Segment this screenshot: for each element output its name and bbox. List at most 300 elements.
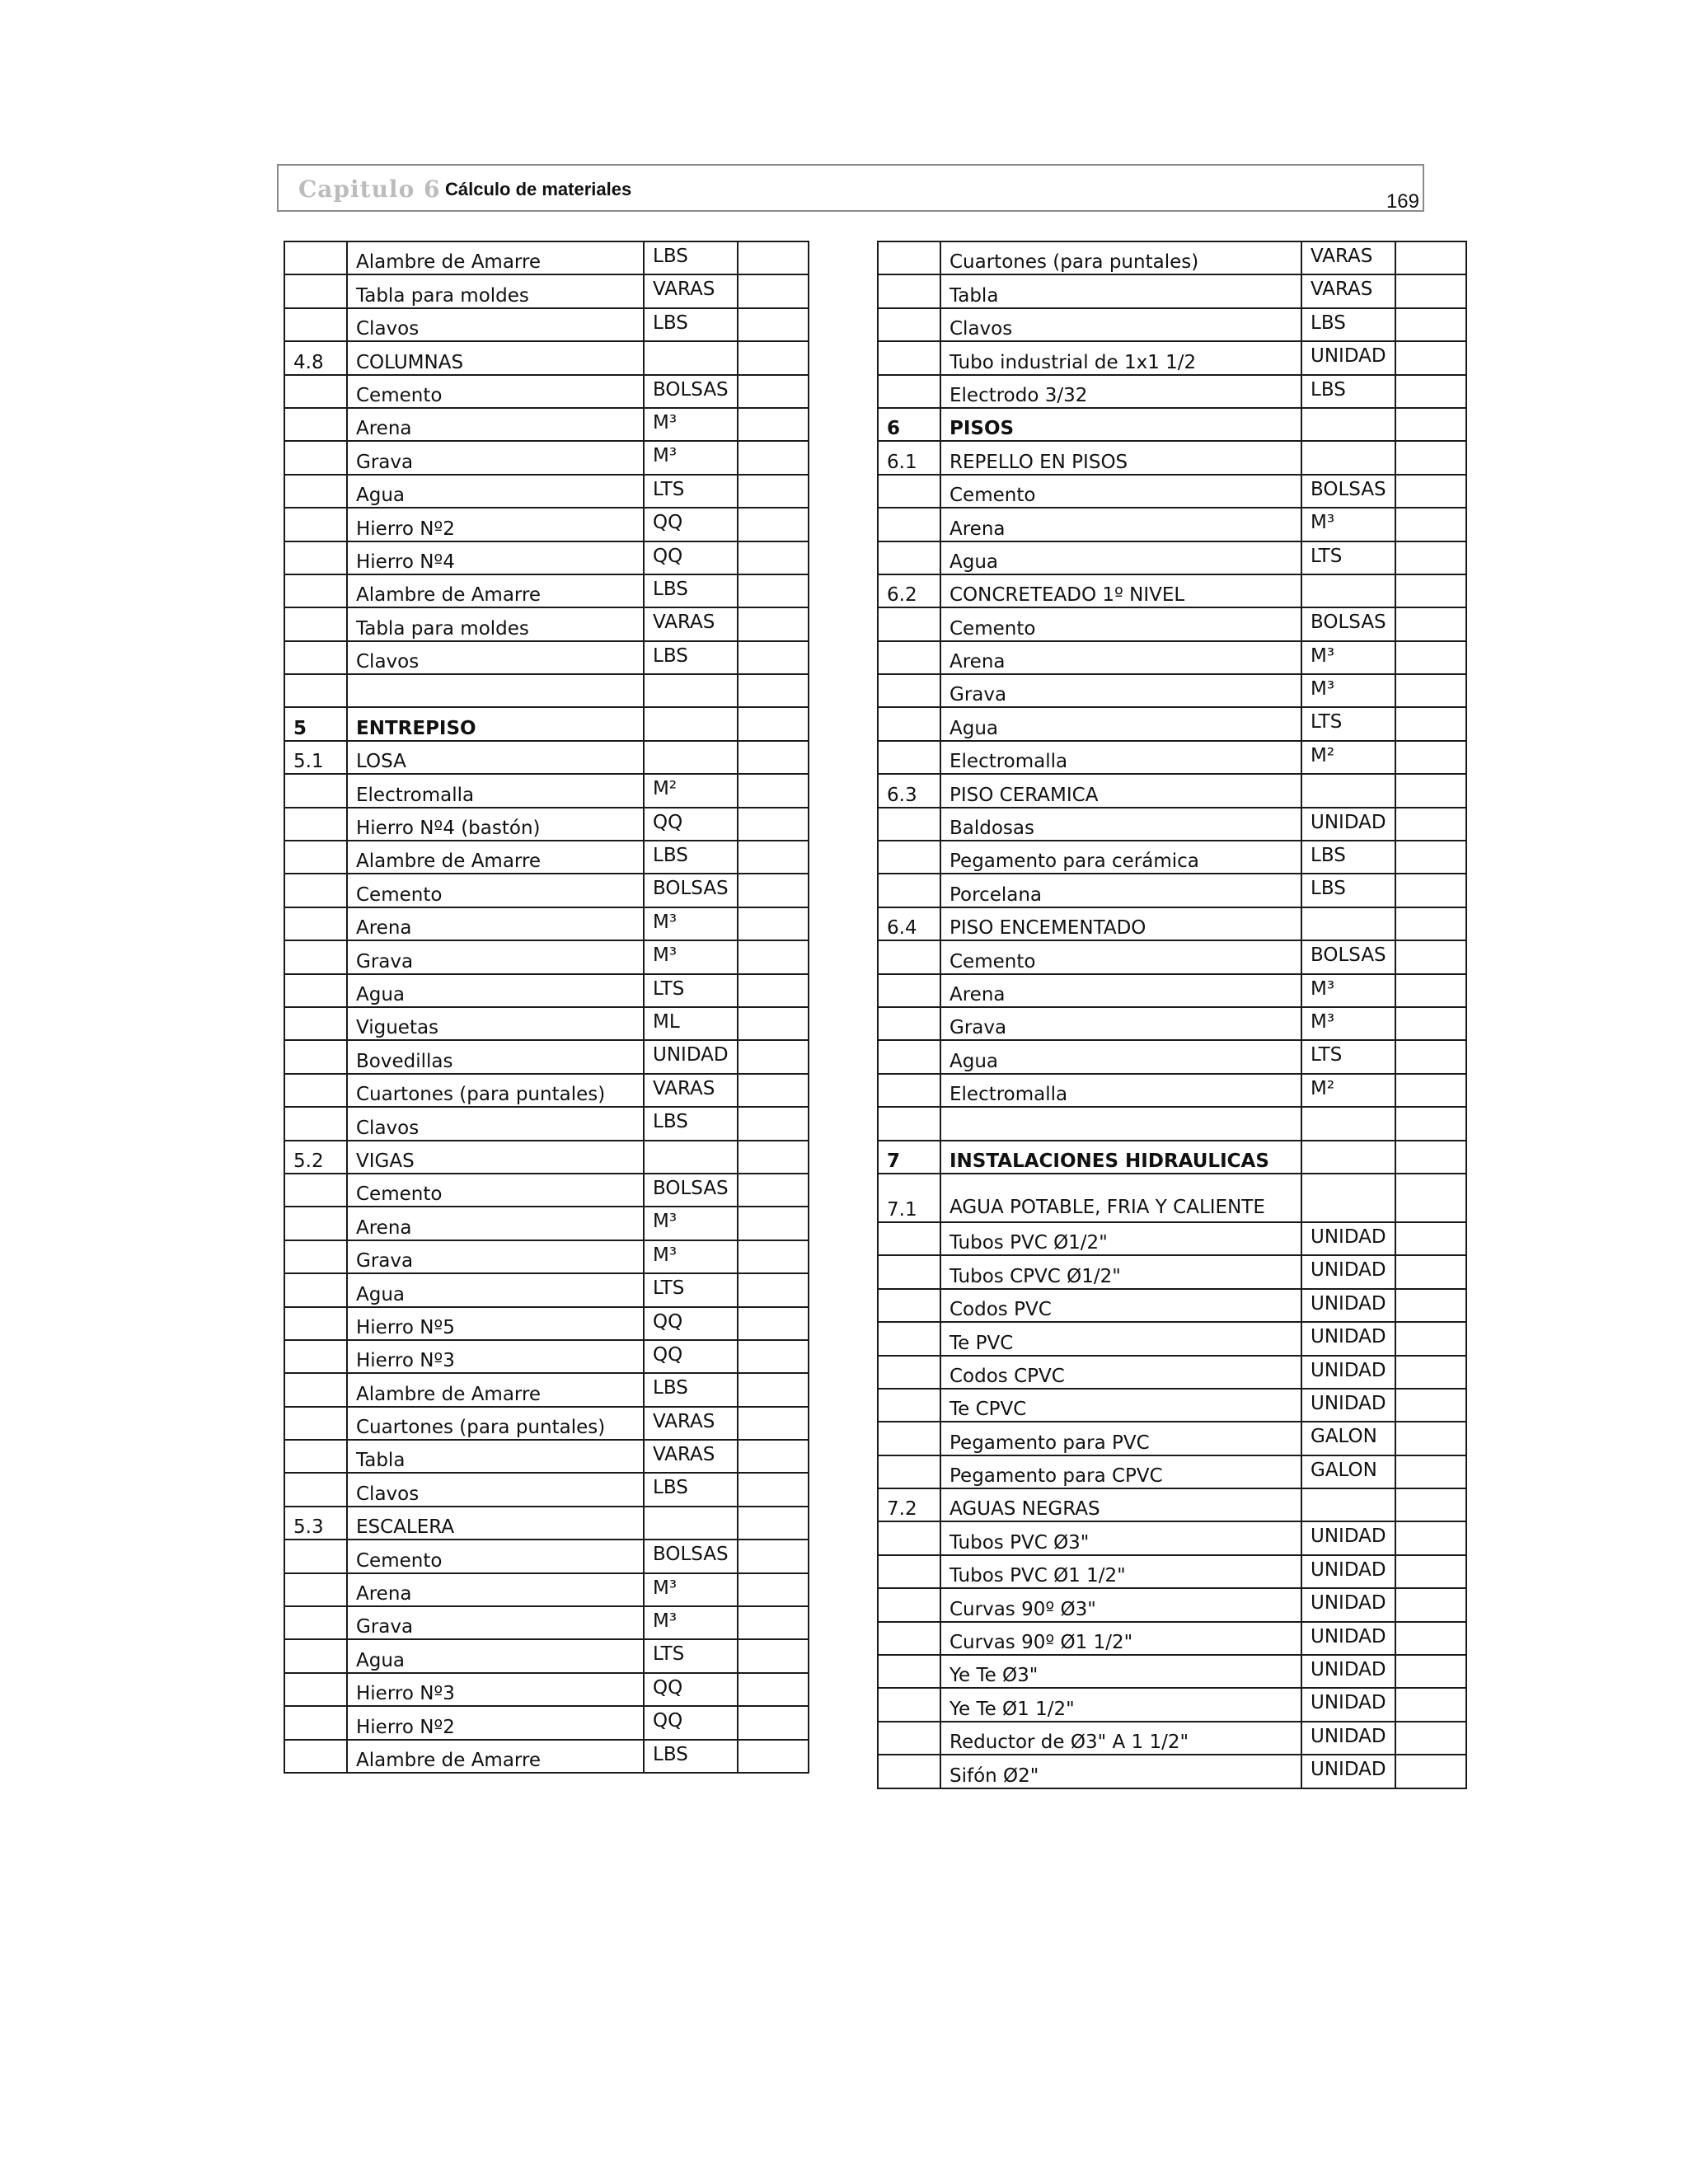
item-quantity-cell — [738, 641, 809, 674]
item-description-cell — [940, 1107, 1301, 1140]
item-description-cell: Tubos PVC Ø1/2" — [940, 1222, 1301, 1255]
item-description-cell: CONCRETEADO 1º NIVEL — [940, 574, 1301, 607]
item-number-cell — [878, 1356, 940, 1389]
item-description-cell: Arena — [940, 641, 1301, 674]
item-number-cell — [284, 1573, 347, 1606]
item-quantity-cell — [1395, 408, 1466, 441]
item-unit-cell: M³ — [1301, 974, 1395, 1007]
table-row — [284, 375, 809, 408]
item-unit-cell: M³ — [644, 1207, 738, 1240]
item-number-cell: 7 — [878, 1141, 940, 1174]
item-quantity-cell — [1395, 1174, 1466, 1222]
table-row — [878, 607, 1466, 640]
item-number-cell — [284, 1207, 347, 1240]
item-unit-cell: UNIDAD — [1301, 1322, 1395, 1355]
item-description-cell: Baldosas — [940, 808, 1301, 841]
item-description-cell: Tabla para moldes — [347, 607, 644, 640]
item-description-cell: Pegamento para PVC — [940, 1422, 1301, 1455]
table-row — [284, 940, 809, 973]
table-row — [284, 741, 809, 774]
table-row — [284, 774, 809, 807]
item-unit-cell: UNIDAD — [1301, 808, 1395, 841]
item-quantity-cell — [738, 1240, 809, 1273]
item-description-cell: Clavos — [347, 308, 644, 341]
item-description-cell: Cemento — [347, 1540, 644, 1572]
item-unit-cell: LBS — [644, 1473, 738, 1506]
item-number-cell — [878, 1755, 940, 1788]
item-number-cell: 5.2 — [284, 1141, 347, 1174]
item-description-cell: PISO ENCEMENTADO — [940, 907, 1301, 940]
item-unit-cell: UNIDAD — [1301, 1722, 1395, 1755]
table-row — [284, 1673, 809, 1706]
item-quantity-cell — [1395, 808, 1466, 841]
item-quantity-cell — [738, 674, 809, 707]
item-number-cell — [284, 574, 347, 607]
table-row — [878, 1555, 1466, 1588]
item-quantity-cell — [738, 541, 809, 574]
item-quantity-cell — [1395, 274, 1466, 307]
item-quantity-cell — [738, 574, 809, 607]
table-row — [284, 1040, 809, 1073]
item-number-cell: 5 — [284, 707, 347, 740]
item-description-cell: Arena — [347, 907, 644, 940]
item-unit-cell — [1301, 441, 1395, 474]
item-unit-cell: M³ — [644, 1573, 738, 1606]
item-unit-cell: M² — [644, 774, 738, 807]
item-description-cell: Hierro Nº2 — [347, 1706, 644, 1739]
item-number-cell — [284, 1273, 347, 1306]
item-description-cell: Arena — [940, 508, 1301, 541]
item-quantity-cell — [738, 874, 809, 907]
item-unit-cell — [1301, 907, 1395, 940]
item-number-cell — [878, 1222, 940, 1255]
table-row — [284, 674, 809, 707]
table-row — [284, 808, 809, 841]
item-unit-cell: LTS — [1301, 541, 1395, 574]
item-unit-cell: GALON — [1301, 1422, 1395, 1455]
table-row — [284, 1540, 809, 1572]
table-row — [878, 1289, 1466, 1322]
item-unit-cell: QQ — [644, 808, 738, 841]
item-quantity-cell — [738, 907, 809, 940]
item-quantity-cell — [1395, 1521, 1466, 1554]
item-number-cell — [284, 974, 347, 1007]
item-unit-cell: BOLSAS — [644, 1540, 738, 1572]
item-number-cell — [284, 375, 347, 408]
item-description-cell: Electromalla — [347, 774, 644, 807]
item-unit-cell — [1301, 1488, 1395, 1521]
table-row — [284, 1107, 809, 1140]
table-row — [284, 241, 809, 274]
item-number-cell — [284, 1174, 347, 1207]
item-description-cell: Porcelana — [940, 874, 1301, 907]
item-number-cell — [284, 241, 347, 274]
item-number-cell: 6.1 — [878, 441, 940, 474]
item-unit-cell: LBS — [644, 641, 738, 674]
item-quantity-cell — [1395, 841, 1466, 874]
item-description-cell: Pegamento para CPVC — [940, 1455, 1301, 1488]
item-quantity-cell — [1395, 1455, 1466, 1488]
item-number-cell — [284, 1740, 347, 1773]
section-title: Cálculo de materiales — [445, 179, 632, 199]
table-row — [284, 1606, 809, 1639]
item-description-cell: Arena — [347, 1573, 644, 1606]
item-number-cell — [878, 541, 940, 574]
item-quantity-cell — [1395, 1422, 1466, 1455]
item-description-cell: Hierro Nº3 — [347, 1673, 644, 1706]
item-description-cell: ESCALERA — [347, 1507, 644, 1540]
item-unit-cell: M² — [1301, 1074, 1395, 1107]
table-row — [878, 1222, 1466, 1255]
item-number-cell — [284, 408, 347, 441]
item-quantity-cell — [1395, 674, 1466, 707]
item-quantity-cell — [738, 1307, 809, 1340]
item-quantity-cell — [1395, 874, 1466, 907]
item-number-cell: 6.3 — [878, 774, 940, 807]
table-row — [878, 541, 1466, 574]
item-number-cell — [284, 1706, 347, 1739]
table-row — [878, 674, 1466, 707]
table-row — [284, 1407, 809, 1440]
item-quantity-cell — [738, 1040, 809, 1073]
item-quantity-cell — [738, 1673, 809, 1706]
item-unit-cell: VARAS — [644, 1074, 738, 1107]
item-number-cell — [878, 1455, 940, 1488]
item-unit-cell: VARAS — [1301, 241, 1395, 274]
item-number-cell — [284, 541, 347, 574]
item-unit-cell: UNIDAD — [1301, 341, 1395, 374]
item-quantity-cell — [738, 1007, 809, 1040]
item-number-cell — [878, 1074, 940, 1107]
item-description-cell: Hierro Nº5 — [347, 1307, 644, 1340]
item-quantity-cell — [1395, 375, 1466, 408]
table-row — [284, 441, 809, 474]
item-description-cell: Viguetas — [347, 1007, 644, 1040]
item-number-cell: 7.1 — [878, 1174, 940, 1222]
item-quantity-cell — [1395, 508, 1466, 541]
item-quantity-cell — [738, 1373, 809, 1406]
item-description-cell: Alambre de Amarre — [347, 1740, 644, 1773]
item-unit-cell: BOLSAS — [644, 375, 738, 408]
item-number-cell — [878, 508, 940, 541]
item-unit-cell: QQ — [644, 1307, 738, 1340]
item-quantity-cell — [738, 974, 809, 1007]
table-row — [284, 1373, 809, 1406]
item-unit-cell: QQ — [644, 1673, 738, 1706]
item-number-cell — [284, 1473, 347, 1506]
table-row — [284, 1273, 809, 1306]
item-description-cell: Tabla para moldes — [347, 274, 644, 307]
item-quantity-cell — [1395, 641, 1466, 674]
item-unit-cell: VARAS — [644, 274, 738, 307]
table-row — [284, 1473, 809, 1506]
item-unit-cell — [644, 741, 738, 774]
item-description-cell: Sifón Ø2" — [940, 1755, 1301, 1788]
item-quantity-cell — [1395, 940, 1466, 973]
item-description-cell: Arena — [940, 974, 1301, 1007]
item-number-cell — [878, 874, 940, 907]
item-quantity-cell — [738, 940, 809, 973]
item-quantity-cell — [738, 774, 809, 807]
table-row — [284, 607, 809, 640]
item-unit-cell: LBS — [1301, 841, 1395, 874]
item-unit-cell: UNIDAD — [1301, 1222, 1395, 1255]
item-unit-cell: LBS — [1301, 375, 1395, 408]
item-description-cell: Cemento — [347, 874, 644, 907]
item-quantity-cell — [738, 441, 809, 474]
item-description-cell: AGUA POTABLE, FRIA Y CALIENTE — [940, 1174, 1301, 1222]
item-description-cell: Hierro Nº3 — [347, 1340, 644, 1373]
item-unit-cell: UNIDAD — [1301, 1588, 1395, 1621]
item-quantity-cell — [738, 1507, 809, 1540]
page-number: 169 — [1386, 190, 1419, 213]
item-description-cell: Tabla — [940, 274, 1301, 307]
item-quantity-cell — [1395, 1722, 1466, 1755]
item-quantity-cell — [1395, 341, 1466, 374]
item-unit-cell — [644, 707, 738, 740]
item-number-cell — [284, 475, 347, 508]
item-description-cell: Agua — [940, 707, 1301, 740]
item-quantity-cell — [1395, 1222, 1466, 1255]
item-unit-cell: VARAS — [644, 607, 738, 640]
item-number-cell: 6.2 — [878, 574, 940, 607]
item-description-cell: Pegamento para cerámica — [940, 841, 1301, 874]
table-row — [878, 1356, 1466, 1389]
item-description-cell: Ye Te Ø3" — [940, 1655, 1301, 1688]
item-number-cell — [878, 741, 940, 774]
item-number-cell — [878, 641, 940, 674]
item-unit-cell: LBS — [644, 308, 738, 341]
item-description-cell: Electromalla — [940, 741, 1301, 774]
table-row — [284, 475, 809, 508]
item-unit-cell: BOLSAS — [644, 874, 738, 907]
item-description-cell: Alambre de Amarre — [347, 241, 644, 274]
item-quantity-cell — [1395, 1107, 1466, 1140]
item-description-cell: AGUAS NEGRAS — [940, 1488, 1301, 1521]
item-quantity-cell — [738, 508, 809, 541]
table-row — [878, 841, 1466, 874]
table-row — [878, 1622, 1466, 1655]
item-unit-cell: M³ — [644, 441, 738, 474]
item-description-cell: Te PVC — [940, 1322, 1301, 1355]
item-number-cell — [878, 1588, 940, 1621]
table-row — [284, 1307, 809, 1340]
item-number-cell — [878, 841, 940, 874]
item-number-cell — [878, 1255, 940, 1288]
item-unit-cell: BOLSAS — [1301, 940, 1395, 973]
item-number-cell: 5.3 — [284, 1507, 347, 1540]
item-quantity-cell — [738, 1473, 809, 1506]
item-description-cell: Tubo industrial de 1x1 1/2 — [940, 341, 1301, 374]
item-description-cell: Cemento — [940, 607, 1301, 640]
item-number-cell — [284, 441, 347, 474]
item-number-cell — [878, 375, 940, 408]
item-unit-cell — [644, 341, 738, 374]
item-quantity-cell — [738, 1639, 809, 1672]
item-unit-cell — [1301, 1174, 1395, 1222]
table-row — [878, 241, 1466, 274]
item-quantity-cell — [1395, 1488, 1466, 1521]
table-row — [284, 1007, 809, 1040]
item-unit-cell: M³ — [1301, 674, 1395, 707]
item-unit-cell: UNIDAD — [1301, 1255, 1395, 1288]
table-row — [878, 1455, 1466, 1488]
item-unit-cell: M³ — [1301, 508, 1395, 541]
table-row — [878, 341, 1466, 374]
item-number-cell — [878, 1655, 940, 1688]
item-quantity-cell — [738, 1440, 809, 1473]
item-quantity-cell — [1395, 1040, 1466, 1073]
table-row — [284, 541, 809, 574]
item-unit-cell: M³ — [644, 940, 738, 973]
materials-table-right — [877, 241, 1467, 1789]
item-number-cell — [284, 774, 347, 807]
item-description-cell: Te CPVC — [940, 1389, 1301, 1422]
item-unit-cell: LBS — [644, 1107, 738, 1140]
item-description-cell: Cemento — [347, 1174, 644, 1207]
table-row — [284, 574, 809, 607]
item-quantity-cell — [1395, 974, 1466, 1007]
item-quantity-cell — [1395, 1289, 1466, 1322]
item-number-cell — [878, 475, 940, 508]
item-description-cell — [347, 674, 644, 707]
item-quantity-cell — [1395, 541, 1466, 574]
table-row — [878, 974, 1466, 1007]
item-number-cell — [878, 1521, 940, 1554]
table-row — [284, 508, 809, 541]
item-description-cell: Grava — [940, 1007, 1301, 1040]
item-quantity-cell — [738, 1706, 809, 1739]
table-row — [878, 1655, 1466, 1688]
item-quantity-cell — [738, 841, 809, 874]
table-row — [878, 1040, 1466, 1073]
item-unit-cell — [644, 674, 738, 707]
item-number-cell — [284, 308, 347, 341]
item-unit-cell: UNIDAD — [1301, 1356, 1395, 1389]
item-description-cell: Cemento — [940, 940, 1301, 973]
item-number-cell — [284, 1673, 347, 1706]
item-unit-cell: VARAS — [644, 1440, 738, 1473]
item-number-cell: 6.4 — [878, 907, 940, 940]
item-description-cell: Alambre de Amarre — [347, 841, 644, 874]
item-number-cell — [878, 707, 940, 740]
materials-table-left — [284, 241, 809, 1774]
table-row — [284, 1507, 809, 1540]
item-description-cell: ENTREPISO — [347, 707, 644, 740]
item-number-cell — [878, 308, 940, 341]
item-unit-cell: M³ — [644, 1606, 738, 1639]
item-number-cell — [284, 1440, 347, 1473]
table-row — [284, 341, 809, 374]
item-quantity-cell — [738, 1540, 809, 1572]
item-description-cell: LOSA — [347, 741, 644, 774]
item-quantity-cell — [1395, 1356, 1466, 1389]
table-row — [878, 1488, 1466, 1521]
table-row — [878, 375, 1466, 408]
item-quantity-cell — [1395, 441, 1466, 474]
item-description-cell: INSTALACIONES HIDRAULICAS — [940, 1141, 1301, 1174]
table-row — [878, 1322, 1466, 1355]
item-unit-cell: M³ — [1301, 1007, 1395, 1040]
table-row — [878, 1422, 1466, 1455]
table-row — [284, 1639, 809, 1672]
item-quantity-cell — [738, 1740, 809, 1773]
item-quantity-cell — [1395, 1074, 1466, 1107]
item-description-cell: Grava — [347, 1240, 644, 1273]
item-number-cell — [878, 1389, 940, 1422]
item-quantity-cell — [738, 1606, 809, 1639]
item-unit-cell: LBS — [644, 574, 738, 607]
item-quantity-cell — [1395, 1555, 1466, 1588]
item-unit-cell: LBS — [1301, 308, 1395, 341]
item-quantity-cell — [1395, 1389, 1466, 1422]
item-number-cell — [284, 1373, 347, 1406]
item-description-cell: Agua — [347, 1639, 644, 1672]
item-unit-cell: UNIDAD — [1301, 1755, 1395, 1788]
item-unit-cell: UNIDAD — [1301, 1521, 1395, 1554]
item-quantity-cell — [1395, 607, 1466, 640]
item-quantity-cell — [738, 475, 809, 508]
table-row — [284, 308, 809, 341]
page-header — [277, 164, 1424, 212]
item-number-cell — [878, 1007, 940, 1040]
item-number-cell — [878, 1622, 940, 1655]
item-number-cell — [284, 1007, 347, 1040]
table-row — [284, 1573, 809, 1606]
item-unit-cell: M² — [1301, 741, 1395, 774]
item-number-cell — [284, 1407, 347, 1440]
item-description-cell: Cuartones (para puntales) — [347, 1074, 644, 1107]
item-quantity-cell — [1395, 741, 1466, 774]
item-description-cell: Arena — [347, 1207, 644, 1240]
table-row — [878, 1389, 1466, 1422]
item-description-cell: Electrodo 3/32 — [940, 375, 1301, 408]
item-description-cell: Reductor de Ø3" A 1 1/2" — [940, 1722, 1301, 1755]
item-unit-cell — [1301, 1107, 1395, 1140]
table-row — [878, 774, 1466, 807]
item-unit-cell: UNIDAD — [1301, 1622, 1395, 1655]
item-description-cell: Clavos — [347, 1107, 644, 1140]
table-row — [284, 1440, 809, 1473]
item-number-cell — [284, 1040, 347, 1073]
table-row — [284, 274, 809, 307]
item-unit-cell: LTS — [1301, 1040, 1395, 1073]
item-unit-cell: BOLSAS — [1301, 475, 1395, 508]
table-row — [284, 1174, 809, 1207]
item-number-cell — [878, 940, 940, 973]
item-description-cell: Cemento — [347, 375, 644, 408]
table-row — [284, 1074, 809, 1107]
table-row — [284, 1340, 809, 1373]
item-number-cell: 6 — [878, 408, 940, 441]
item-description-cell: Grava — [347, 1606, 644, 1639]
table-row — [878, 707, 1466, 740]
table-row — [878, 1174, 1466, 1222]
item-description-cell: Agua — [940, 1040, 1301, 1073]
item-description-cell: Electromalla — [940, 1074, 1301, 1107]
item-description-cell: Cemento — [940, 475, 1301, 508]
item-number-cell — [878, 1688, 940, 1721]
item-number-cell — [878, 1107, 940, 1140]
item-number-cell — [284, 1307, 347, 1340]
item-description-cell: Agua — [347, 974, 644, 1007]
item-quantity-cell — [738, 707, 809, 740]
item-description-cell: Hierro Nº4 — [347, 541, 644, 574]
table-row — [284, 974, 809, 1007]
item-quantity-cell — [738, 1107, 809, 1140]
table-row — [284, 707, 809, 740]
item-quantity-cell — [1395, 574, 1466, 607]
